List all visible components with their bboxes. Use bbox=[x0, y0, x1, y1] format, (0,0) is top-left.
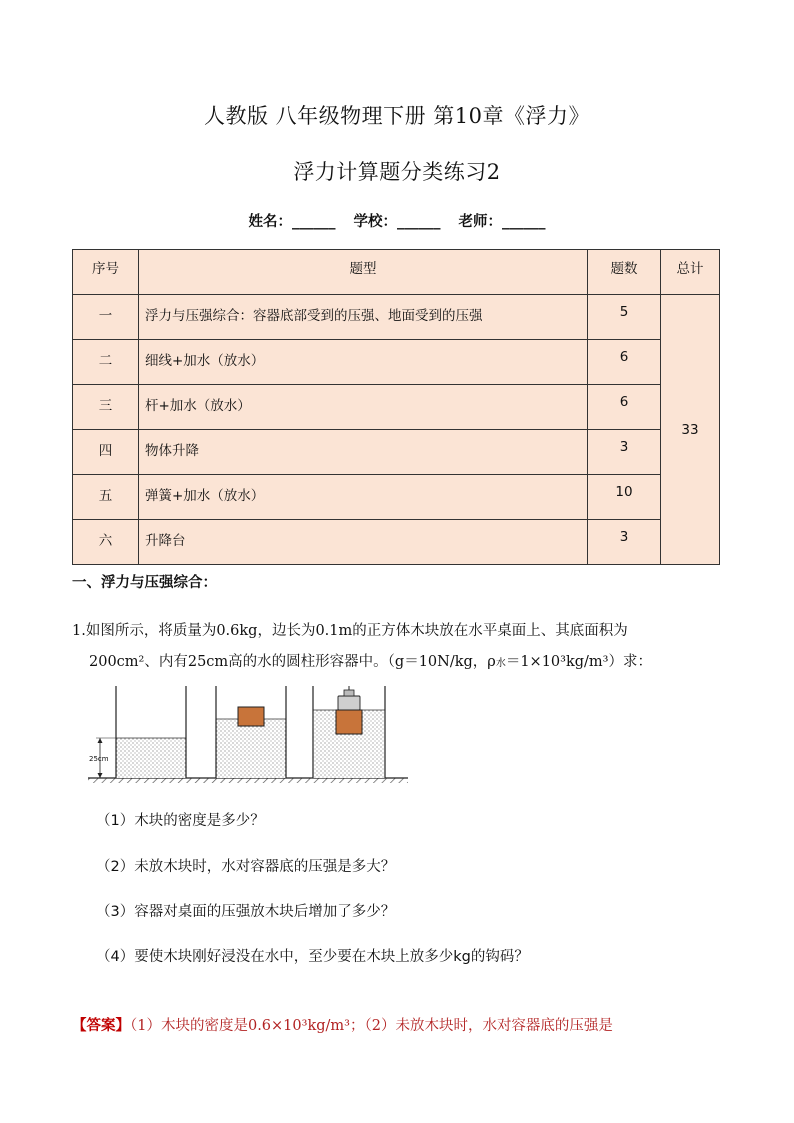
section-heading: 一、浮力与压强综合： bbox=[72, 575, 217, 591]
answer-tag: 【答案】 bbox=[72, 1017, 130, 1034]
question-1-line-1: 1.如图所示，将质量为0.6kg，边长为0.1m的正方体木块放在水平桌面上、其底面积为 bbox=[72, 623, 628, 639]
row-type: 杆+加水（放水） bbox=[139, 385, 588, 430]
header-count: 题数 bbox=[588, 250, 661, 295]
teacher-label: 老师：______ bbox=[458, 213, 546, 230]
header-type: 题型 bbox=[139, 250, 588, 295]
depth-label: 25cm bbox=[89, 755, 109, 763]
total-cell: 33 bbox=[661, 295, 720, 565]
name-label: 姓名：______ bbox=[248, 213, 336, 230]
table-row bbox=[73, 520, 720, 565]
category-table bbox=[72, 249, 720, 565]
water-1 bbox=[116, 738, 186, 778]
answer-line bbox=[72, 1014, 613, 1035]
water-2 bbox=[216, 719, 286, 778]
page-title: 人教版 八年级物理下册 第10章《浮力》 bbox=[203, 104, 591, 128]
school-label: 学校：______ bbox=[353, 213, 441, 230]
row-type: 浮力与压强综合：容器底部受到的压强、地面受到的压强 bbox=[139, 295, 588, 340]
row-count: 10 bbox=[588, 475, 661, 520]
question-part-3: （3）容器对桌面的压强放木块后增加了多少？ bbox=[96, 904, 396, 920]
row-no: 二 bbox=[73, 340, 139, 385]
row-count: 6 bbox=[588, 385, 661, 430]
wood-block-2 bbox=[238, 707, 264, 726]
row-no: 三 bbox=[73, 385, 139, 430]
student-info-line bbox=[0, 210, 794, 231]
table-header-row bbox=[73, 250, 720, 295]
table-row bbox=[73, 385, 720, 430]
row-type: 物体升降 bbox=[139, 430, 588, 475]
row-count: 3 bbox=[588, 430, 661, 475]
row-type: 弹簧+加水（放水） bbox=[139, 475, 588, 520]
answer-text: （1）木块的密度是0.6×10³kg/m³；（2）未放木块时，水对容器底的压强是 bbox=[130, 1018, 613, 1034]
question-part-4: （4）要使木块刚好浸没在水中，至少要在木块上放多少kg的钩码？ bbox=[96, 949, 529, 965]
wood-block-3 bbox=[336, 710, 362, 734]
header-no: 序号 bbox=[73, 250, 139, 295]
container-figure bbox=[88, 686, 408, 786]
row-type: 细线+加水（放水） bbox=[139, 340, 588, 385]
page-subtitle: 浮力计算题分类练习2 bbox=[293, 160, 501, 184]
question-1-line-2-a: 200cm²、内有25cm高的水的圆柱形容器中。（g＝10N/kg，ρ bbox=[89, 654, 496, 670]
question-1-line-2 bbox=[72, 647, 732, 679]
row-no: 六 bbox=[73, 520, 139, 565]
row-no: 一 bbox=[73, 295, 139, 340]
table-row bbox=[73, 430, 720, 475]
row-count: 5 bbox=[588, 295, 661, 340]
row-no: 五 bbox=[73, 475, 139, 520]
header-total: 总计 bbox=[661, 250, 720, 295]
question-part-2: （2）未放木块时，水对容器底的压强是多大？ bbox=[96, 859, 396, 875]
row-type: 升降台 bbox=[139, 520, 588, 565]
rho-subscript: 水 bbox=[495, 658, 506, 669]
table-row bbox=[73, 295, 720, 340]
question-1-line-2-b: ＝1×10³kg/m³）求： bbox=[505, 654, 652, 670]
row-count: 6 bbox=[588, 340, 661, 385]
ground-surface bbox=[88, 778, 408, 783]
table-row bbox=[73, 340, 720, 385]
table-row bbox=[73, 475, 720, 520]
question-1 bbox=[72, 616, 732, 679]
question-part-1: （1）木块的密度是多少？ bbox=[96, 813, 265, 829]
row-no: 四 bbox=[73, 430, 139, 475]
hook-weight bbox=[338, 696, 360, 710]
row-count: 3 bbox=[588, 520, 661, 565]
